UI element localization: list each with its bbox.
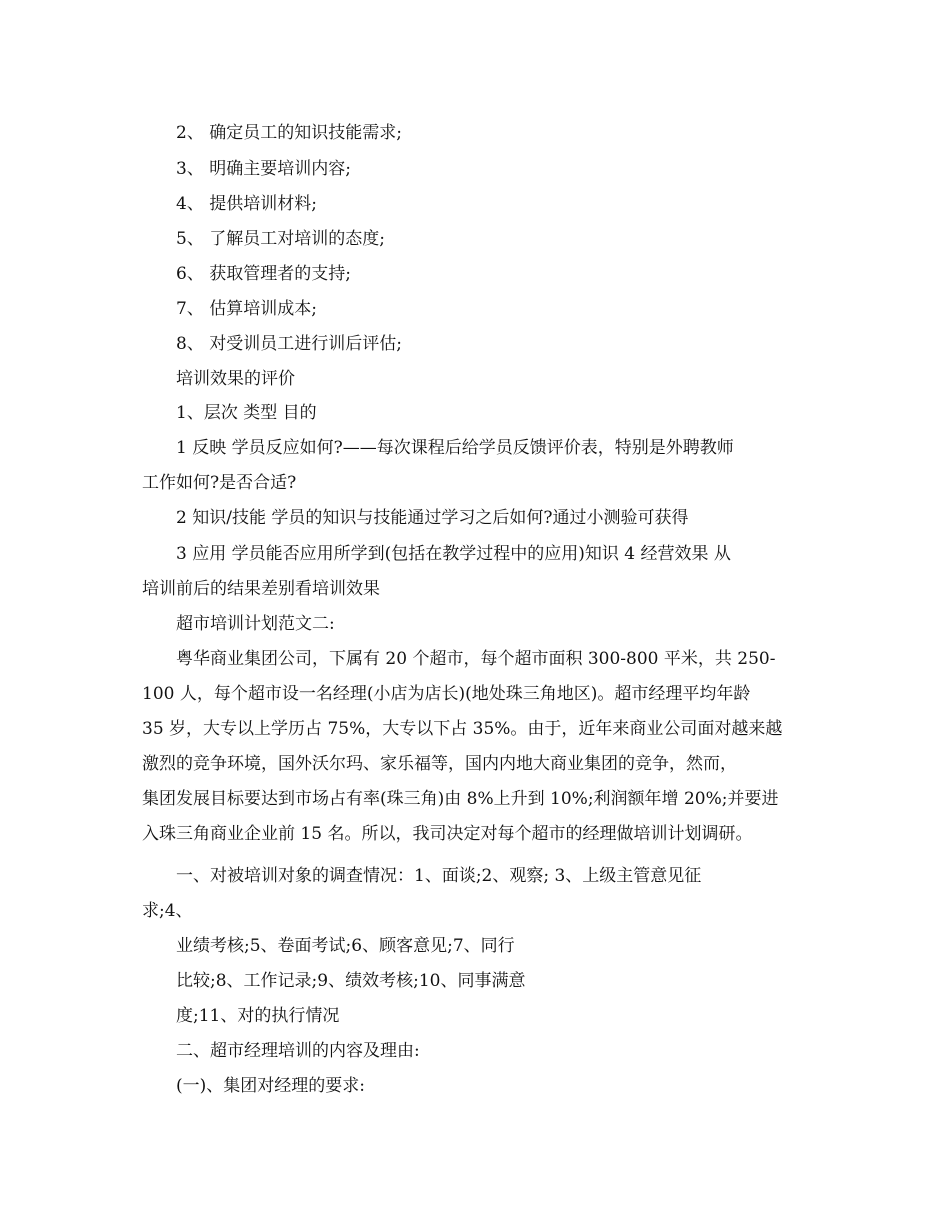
section-heading: (一)、集团对经理的要求: [176,1076,365,1096]
text-line: 35 岁，大专以上学历占 75%，大专以下占 35%。由于，近年来商业公司面对越来越 [142,719,783,739]
text-line: 100 人，每个超市设一名经理(小店为店长)(地处珠三角地区)。超市经理平均年龄 [142,684,751,704]
text-line: 7、 估算培训成本; [176,299,317,319]
text-line: 3、 明确主要培训内容; [176,159,351,179]
text-line: 入珠三角商业企业前 15 名。所以，我司决定对每个超市的经理做培训计划调研。 [142,824,753,844]
text-line: 8、 对受训员工进行训后评估; [176,334,402,354]
section-heading: 培训效果的评价 [176,369,295,389]
text-line: 一、对被培训对象的调查情况：1、面谈;2、观察; 3、上级主管意见征 [176,866,702,886]
text-line: 1 反映 学员反应如何?——每次课程后给学员反馈评价表，特别是外聘教师 [176,438,734,458]
section-heading: 超市培训计划范文二: [176,614,335,634]
section-heading: 二、超市经理培训的内容及理由: [176,1041,420,1061]
text-line: 4、 提供培训材料; [176,194,317,214]
text-line: 5、 了解员工对培训的态度; [176,229,385,249]
text-line: 粤华商业集团公司，下属有 20 个超市，每个超市面积 300-800 平米，共 250- [176,649,776,669]
text-line: 2 知识/技能 学员的知识与技能通过学习之后如何?通过小测验可获得 [176,508,689,528]
text-line: 激烈的竞争环境，国外沃尔玛、家乐福等，国内内地大商业集团的竞争，然而， [142,754,737,774]
text-line: 1、层次 类型 目的 [176,403,317,423]
text-line: 集团发展目标要达到市场占有率(珠三角)由 8%上升到 10%;利润额年增 20%;并要进 [142,789,779,809]
text-line: 6、 获取管理者的支持; [176,264,351,284]
text-line: 工作如何?是否合适? [142,473,297,493]
text-line: 业绩考核;5、卷面考试;6、顾客意见;7、同行 [176,936,515,956]
text-line: 求;4、 [142,901,193,921]
text-line: 2、 确定员工的知识技能需求; [176,123,402,143]
text-line: 度;11、对的执行情况 [176,1006,340,1026]
text-line: 培训前后的结果差别看培训效果 [142,579,380,599]
text-line: 比较;8、工作记录;9、绩效考核;10、同事满意 [176,971,526,991]
text-line: 3 应用 学员能否应用所学到(包括在教学过程中的应用)知识 4 经营效果 从 [176,544,731,564]
